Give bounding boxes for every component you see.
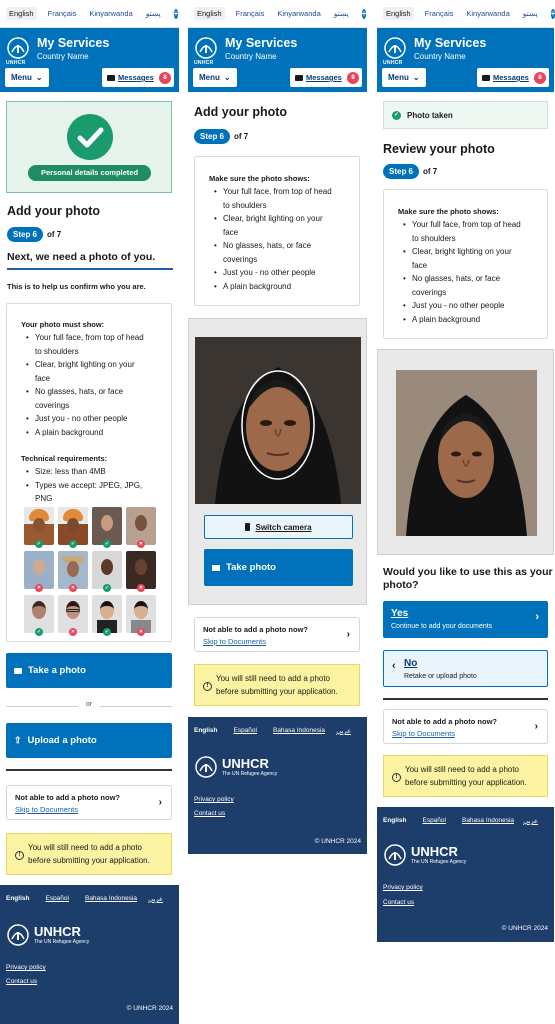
list-item: coverings xyxy=(35,400,70,410)
warning-text-line1: You will still need to add a photo xyxy=(216,674,331,683)
no-retake-button[interactable] xyxy=(383,650,548,687)
header-title: My Services xyxy=(225,36,298,50)
warning-text-line2: before submitting your application. xyxy=(28,856,150,865)
personal-details-success-panel xyxy=(6,101,172,193)
unhcr-logo-icon xyxy=(383,36,407,60)
chevron-right-icon: › xyxy=(346,629,350,640)
menu-label: Menu xyxy=(388,73,409,82)
list-item: • A plain background xyxy=(211,280,359,294)
footer-logo-subtext: The UN Refugee Agency xyxy=(222,771,278,777)
messages-label: Messages xyxy=(493,73,529,82)
phone-icon xyxy=(245,523,250,531)
chevron-down-icon: ⌄ xyxy=(412,73,420,82)
footer-lang-arabic[interactable]: عربي xyxy=(148,896,163,903)
language-bar xyxy=(377,0,554,28)
step-pill: Step 6 xyxy=(383,164,419,179)
menu-label: Menu xyxy=(199,73,220,82)
list-item: coverings xyxy=(223,254,258,264)
copyright: © UNHCR 2024 xyxy=(501,925,548,932)
bad-example-cross-icon: ✕ xyxy=(138,629,144,635)
section-divider xyxy=(6,769,172,771)
footer-logo-subtext: The UN Refugee Agency xyxy=(411,859,467,865)
page-title: Review your photo xyxy=(383,142,495,156)
header-title: My Services xyxy=(37,36,110,50)
intro-text: This is to help us confirm who you are. xyxy=(7,282,146,291)
list-item: • Just you - no other people xyxy=(23,412,171,426)
footer-lang-english[interactable]: English xyxy=(194,727,218,734)
contact-us-link[interactable]: Contact us xyxy=(6,978,38,985)
site-header xyxy=(0,28,179,92)
question-line1: Would you like to use this as your xyxy=(383,566,553,578)
divider-line xyxy=(100,706,172,707)
language-bar xyxy=(188,0,367,28)
lang-kinyarwanda[interactable]: Kinyarwanda xyxy=(466,9,510,18)
take-a-photo-button[interactable] xyxy=(6,653,172,688)
list-item: • No glasses, hats, or face xyxy=(400,272,547,286)
step-of: of 7 xyxy=(423,167,438,176)
unhcr-emblem-icon xyxy=(6,923,30,947)
lang-pashto[interactable]: پښتو xyxy=(522,9,538,18)
or-divider xyxy=(6,701,172,711)
lang-kinyarwanda[interactable]: Kinyarwanda xyxy=(277,9,321,18)
footer-lang-arabic[interactable]: عربي xyxy=(523,818,538,825)
good-example-check-icon: ✓ xyxy=(104,541,110,547)
header-subtitle: Country Name xyxy=(225,52,277,61)
footer-lang-english[interactable]: English xyxy=(383,817,407,824)
photo-preview-panel xyxy=(377,349,554,555)
unhcr-emblem-icon xyxy=(194,755,218,779)
privacy-policy-link[interactable]: Privacy policy xyxy=(6,964,46,971)
chevron-right-icon: › xyxy=(534,721,538,732)
messages-count-badge: 8 xyxy=(534,72,546,84)
messages-button[interactable] xyxy=(290,68,362,87)
bad-example-cross-icon: ✕ xyxy=(70,585,76,591)
list-item: • Your full face, from top of head xyxy=(23,331,171,345)
warning-text-line1: You will still need to add a photo xyxy=(28,843,143,852)
envelope-icon xyxy=(295,75,303,81)
step-indicator xyxy=(7,227,61,242)
list-item: • A plain background xyxy=(400,313,547,327)
good-example-check-icon: ✓ xyxy=(70,541,76,547)
privacy-policy-link[interactable]: Privacy policy xyxy=(194,796,234,803)
step-indicator xyxy=(383,164,437,179)
more-languages-icon[interactable]: + xyxy=(550,8,555,18)
page-title: Add your photo xyxy=(194,105,288,119)
footer-logo-text: UNHCR xyxy=(411,844,458,859)
contact-us-link[interactable]: Contact us xyxy=(194,810,226,817)
not-able-card[interactable] xyxy=(383,709,548,744)
lang-english[interactable]: English xyxy=(383,7,414,20)
bad-example-cross-icon: ✕ xyxy=(138,541,144,547)
camera-icon xyxy=(212,565,220,571)
list-item: • Types we accept: JPEG, JPG, xyxy=(23,479,171,493)
copyright: © UNHCR 2024 xyxy=(126,1005,173,1012)
photo-taken-label: Photo taken xyxy=(407,110,453,120)
skip-to-documents-link[interactable]: Skip to Documents xyxy=(392,729,455,738)
section-subtitle: Next, we need a photo of you. xyxy=(7,251,156,263)
step-pill: Step 6 xyxy=(194,129,230,144)
step-pill: Step 6 xyxy=(7,227,43,242)
warning-icon: ! xyxy=(392,773,401,782)
footer-logo-text: UNHCR xyxy=(34,924,81,939)
checklist-title: Make sure the photo shows: xyxy=(398,207,499,216)
screen-take-photo xyxy=(188,0,367,860)
check-icon: ✓ xyxy=(393,111,400,118)
yes-sublabel: Continue to add your documents xyxy=(391,623,493,630)
list-item: • Your full face, from top of head xyxy=(211,185,359,199)
lang-kinyarwanda[interactable]: Kinyarwanda xyxy=(89,9,133,18)
take-photo-label: Take photo xyxy=(226,562,276,573)
step-of: of 7 xyxy=(234,132,249,141)
language-bar xyxy=(0,0,179,28)
list-item: PNG xyxy=(35,494,53,503)
chevron-left-icon: ‹ xyxy=(392,660,396,672)
footer-logo-subtext: The UN Refugee Agency xyxy=(34,939,90,945)
chevron-down-icon: ⌄ xyxy=(223,73,231,82)
header-logo-text: UNHCR xyxy=(194,60,214,66)
list-item: • Clear, bright lighting on your xyxy=(23,358,171,372)
checklist xyxy=(400,218,547,326)
warning-notice xyxy=(194,664,360,706)
warning-text-line1: You will still need to add a photo xyxy=(405,765,520,774)
step-indicator xyxy=(194,129,248,144)
photo-requirements-card xyxy=(6,303,172,642)
lang-pashto[interactable]: پښتو xyxy=(145,9,161,18)
list-item: face xyxy=(412,260,428,270)
must-show-title: Your photo must show: xyxy=(21,320,105,329)
chevron-down-icon: ⌄ xyxy=(35,73,43,82)
list-item: • Clear, bright lighting on your xyxy=(400,245,547,259)
envelope-icon xyxy=(107,75,115,81)
site-header xyxy=(377,28,554,92)
unhcr-emblem-icon xyxy=(383,843,407,867)
more-languages-icon[interactable]: + xyxy=(173,8,179,18)
warning-notice xyxy=(6,833,172,875)
messages-button[interactable] xyxy=(102,68,174,87)
list-item: • Your full face, from top of head xyxy=(400,218,547,232)
warning-text-line2: before submitting your application. xyxy=(216,687,338,696)
list-item: to shoulders xyxy=(35,346,79,356)
footer-lang-english[interactable]: English xyxy=(6,895,30,902)
switch-camera-button[interactable] xyxy=(204,515,353,539)
captured-photo xyxy=(396,370,537,536)
footer-logo xyxy=(383,843,483,869)
site-footer xyxy=(377,807,554,942)
warning-notice xyxy=(383,755,548,797)
list-item: • Just you - no other people xyxy=(400,299,547,313)
portrait-image xyxy=(396,370,537,536)
upload-icon: ⇧ xyxy=(14,735,22,745)
good-example-check-icon: ✓ xyxy=(36,541,42,547)
photo-checklist-card xyxy=(383,189,548,339)
list-item: • No glasses, hats, or face xyxy=(211,239,359,253)
footer-logo xyxy=(6,923,106,949)
messages-button[interactable] xyxy=(477,68,549,87)
menu-button[interactable] xyxy=(193,68,237,87)
footer-lang-indonesian[interactable]: Bahasa Indonesia xyxy=(461,817,515,824)
messages-label: Messages xyxy=(306,73,342,82)
good-example-check-icon: ✓ xyxy=(36,629,42,635)
privacy-policy-link[interactable]: Privacy policy xyxy=(383,884,423,891)
footer-languages xyxy=(383,817,548,824)
footer-lang-indonesian[interactable]: Bahasa Indonesia xyxy=(84,895,138,902)
footer-logo xyxy=(194,755,294,781)
list-item: coverings xyxy=(412,287,447,297)
header-subtitle: Country Name xyxy=(414,52,466,61)
footer-lang-indonesian[interactable]: Bahasa Indonesia xyxy=(272,727,326,734)
section-divider xyxy=(383,698,548,700)
technical-list xyxy=(23,465,171,506)
portrait-image xyxy=(195,337,361,504)
screen-review-photo xyxy=(377,0,554,945)
menu-button[interactable] xyxy=(5,68,49,87)
warning-icon: ! xyxy=(203,682,212,691)
not-able-title: Not able to add a photo now? xyxy=(15,793,120,802)
no-sublabel: Retake or upload photo xyxy=(404,673,477,680)
menu-button[interactable] xyxy=(382,68,426,87)
list-item: face xyxy=(35,373,51,383)
footer-languages xyxy=(194,727,361,734)
envelope-icon xyxy=(482,75,490,81)
list-item: • Clear, bright lighting on your xyxy=(211,212,359,226)
good-example-check-icon: ✓ xyxy=(104,629,110,635)
lang-english[interactable]: English xyxy=(194,7,225,20)
must-show-list xyxy=(23,331,171,439)
take-a-photo-label: Take a photo xyxy=(28,665,86,676)
camera-panel xyxy=(188,318,367,605)
more-languages-icon[interactable]: + xyxy=(361,8,367,18)
technical-requirements-title: Technical requirements: xyxy=(21,454,108,463)
screen-add-photo-intro xyxy=(0,0,179,1024)
skip-to-documents-link[interactable]: Skip to Documents xyxy=(15,805,78,814)
skip-to-documents-link[interactable]: Skip to Documents xyxy=(203,637,266,646)
messages-count-badge: 8 xyxy=(347,72,359,84)
checklist-title: Make sure the photo shows: xyxy=(209,174,310,183)
personal-details-completed-pill: Personal details completed xyxy=(28,165,151,181)
list-item: • A plain background xyxy=(23,426,171,440)
not-able-card[interactable] xyxy=(194,617,360,652)
list-item: to shoulders xyxy=(412,233,456,243)
bad-example-cross-icon: ✕ xyxy=(138,585,144,591)
not-able-title: Not able to add a photo now? xyxy=(392,717,497,726)
messages-label: Messages xyxy=(118,73,154,82)
no-label: No xyxy=(404,658,418,669)
list-item: • Just you - no other people xyxy=(211,266,359,280)
list-item: • No glasses, hats, or face xyxy=(23,385,171,399)
copyright: © UNHCR 2024 xyxy=(314,838,361,845)
bad-example-cross-icon: ✕ xyxy=(70,629,76,635)
yes-use-photo-button[interactable] xyxy=(383,601,548,638)
lang-french[interactable]: Français xyxy=(424,9,454,18)
photo-taken-notice xyxy=(383,101,548,129)
header-logo-text: UNHCR xyxy=(383,60,403,66)
question-line2: photo? xyxy=(383,579,419,591)
not-able-title: Not able to add a photo now? xyxy=(203,625,308,634)
subtitle-underline xyxy=(7,268,173,270)
site-header xyxy=(188,28,367,92)
site-footer xyxy=(0,885,179,1024)
list-item: to shoulders xyxy=(223,200,267,210)
site-footer xyxy=(188,717,367,854)
step-of: of 7 xyxy=(47,230,62,239)
not-able-card[interactable] xyxy=(6,785,172,820)
checkmark-circle-icon xyxy=(67,114,113,160)
upload-a-photo-label: Upload a photo xyxy=(27,735,97,746)
messages-count-badge: 8 xyxy=(159,72,171,84)
menu-label: Menu xyxy=(11,73,32,82)
list-item: • Size: less than 4MB xyxy=(23,465,171,479)
checklist xyxy=(211,185,359,293)
warning-icon: ! xyxy=(15,851,24,860)
yes-label: Yes xyxy=(391,608,409,619)
good-example-check-icon: ✓ xyxy=(104,585,110,591)
header-logo-text: UNHCR xyxy=(6,60,26,66)
bad-example-cross-icon: ✕ xyxy=(36,585,42,591)
lang-french[interactable]: Français xyxy=(235,9,265,18)
chevron-right-icon: › xyxy=(535,611,539,623)
chevron-right-icon: › xyxy=(158,797,162,808)
upload-a-photo-button[interactable] xyxy=(6,723,172,758)
divider-line xyxy=(6,706,78,707)
warning-text-line2: before submitting your application. xyxy=(405,778,527,787)
example-photos-grid xyxy=(24,507,156,637)
lang-pashto[interactable]: پښتو xyxy=(333,9,349,18)
list-item: face xyxy=(223,227,239,237)
camera-viewfinder xyxy=(195,337,361,504)
unhcr-logo-icon xyxy=(194,36,218,60)
camera-icon xyxy=(14,668,22,674)
footer-lang-spanish[interactable]: Español xyxy=(233,727,257,734)
unhcr-logo-icon xyxy=(6,36,30,60)
or-label: or xyxy=(85,701,93,708)
footer-logo-text: UNHCR xyxy=(222,756,269,771)
header-title: My Services xyxy=(414,36,487,50)
footer-lang-spanish[interactable]: Español xyxy=(422,817,446,824)
footer-lang-spanish[interactable]: Español xyxy=(45,895,69,902)
photo-checklist-card xyxy=(194,156,360,306)
take-photo-button[interactable] xyxy=(204,549,353,586)
footer-languages xyxy=(6,895,173,902)
switch-camera-label: Switch camera xyxy=(255,522,312,532)
page-title: Add your photo xyxy=(7,204,101,218)
contact-us-link[interactable]: Contact us xyxy=(383,899,415,906)
lang-english[interactable]: English xyxy=(6,7,37,20)
footer-lang-arabic[interactable]: عربي xyxy=(336,728,351,735)
lang-french[interactable]: Français xyxy=(47,9,77,18)
header-subtitle: Country Name xyxy=(37,52,89,61)
